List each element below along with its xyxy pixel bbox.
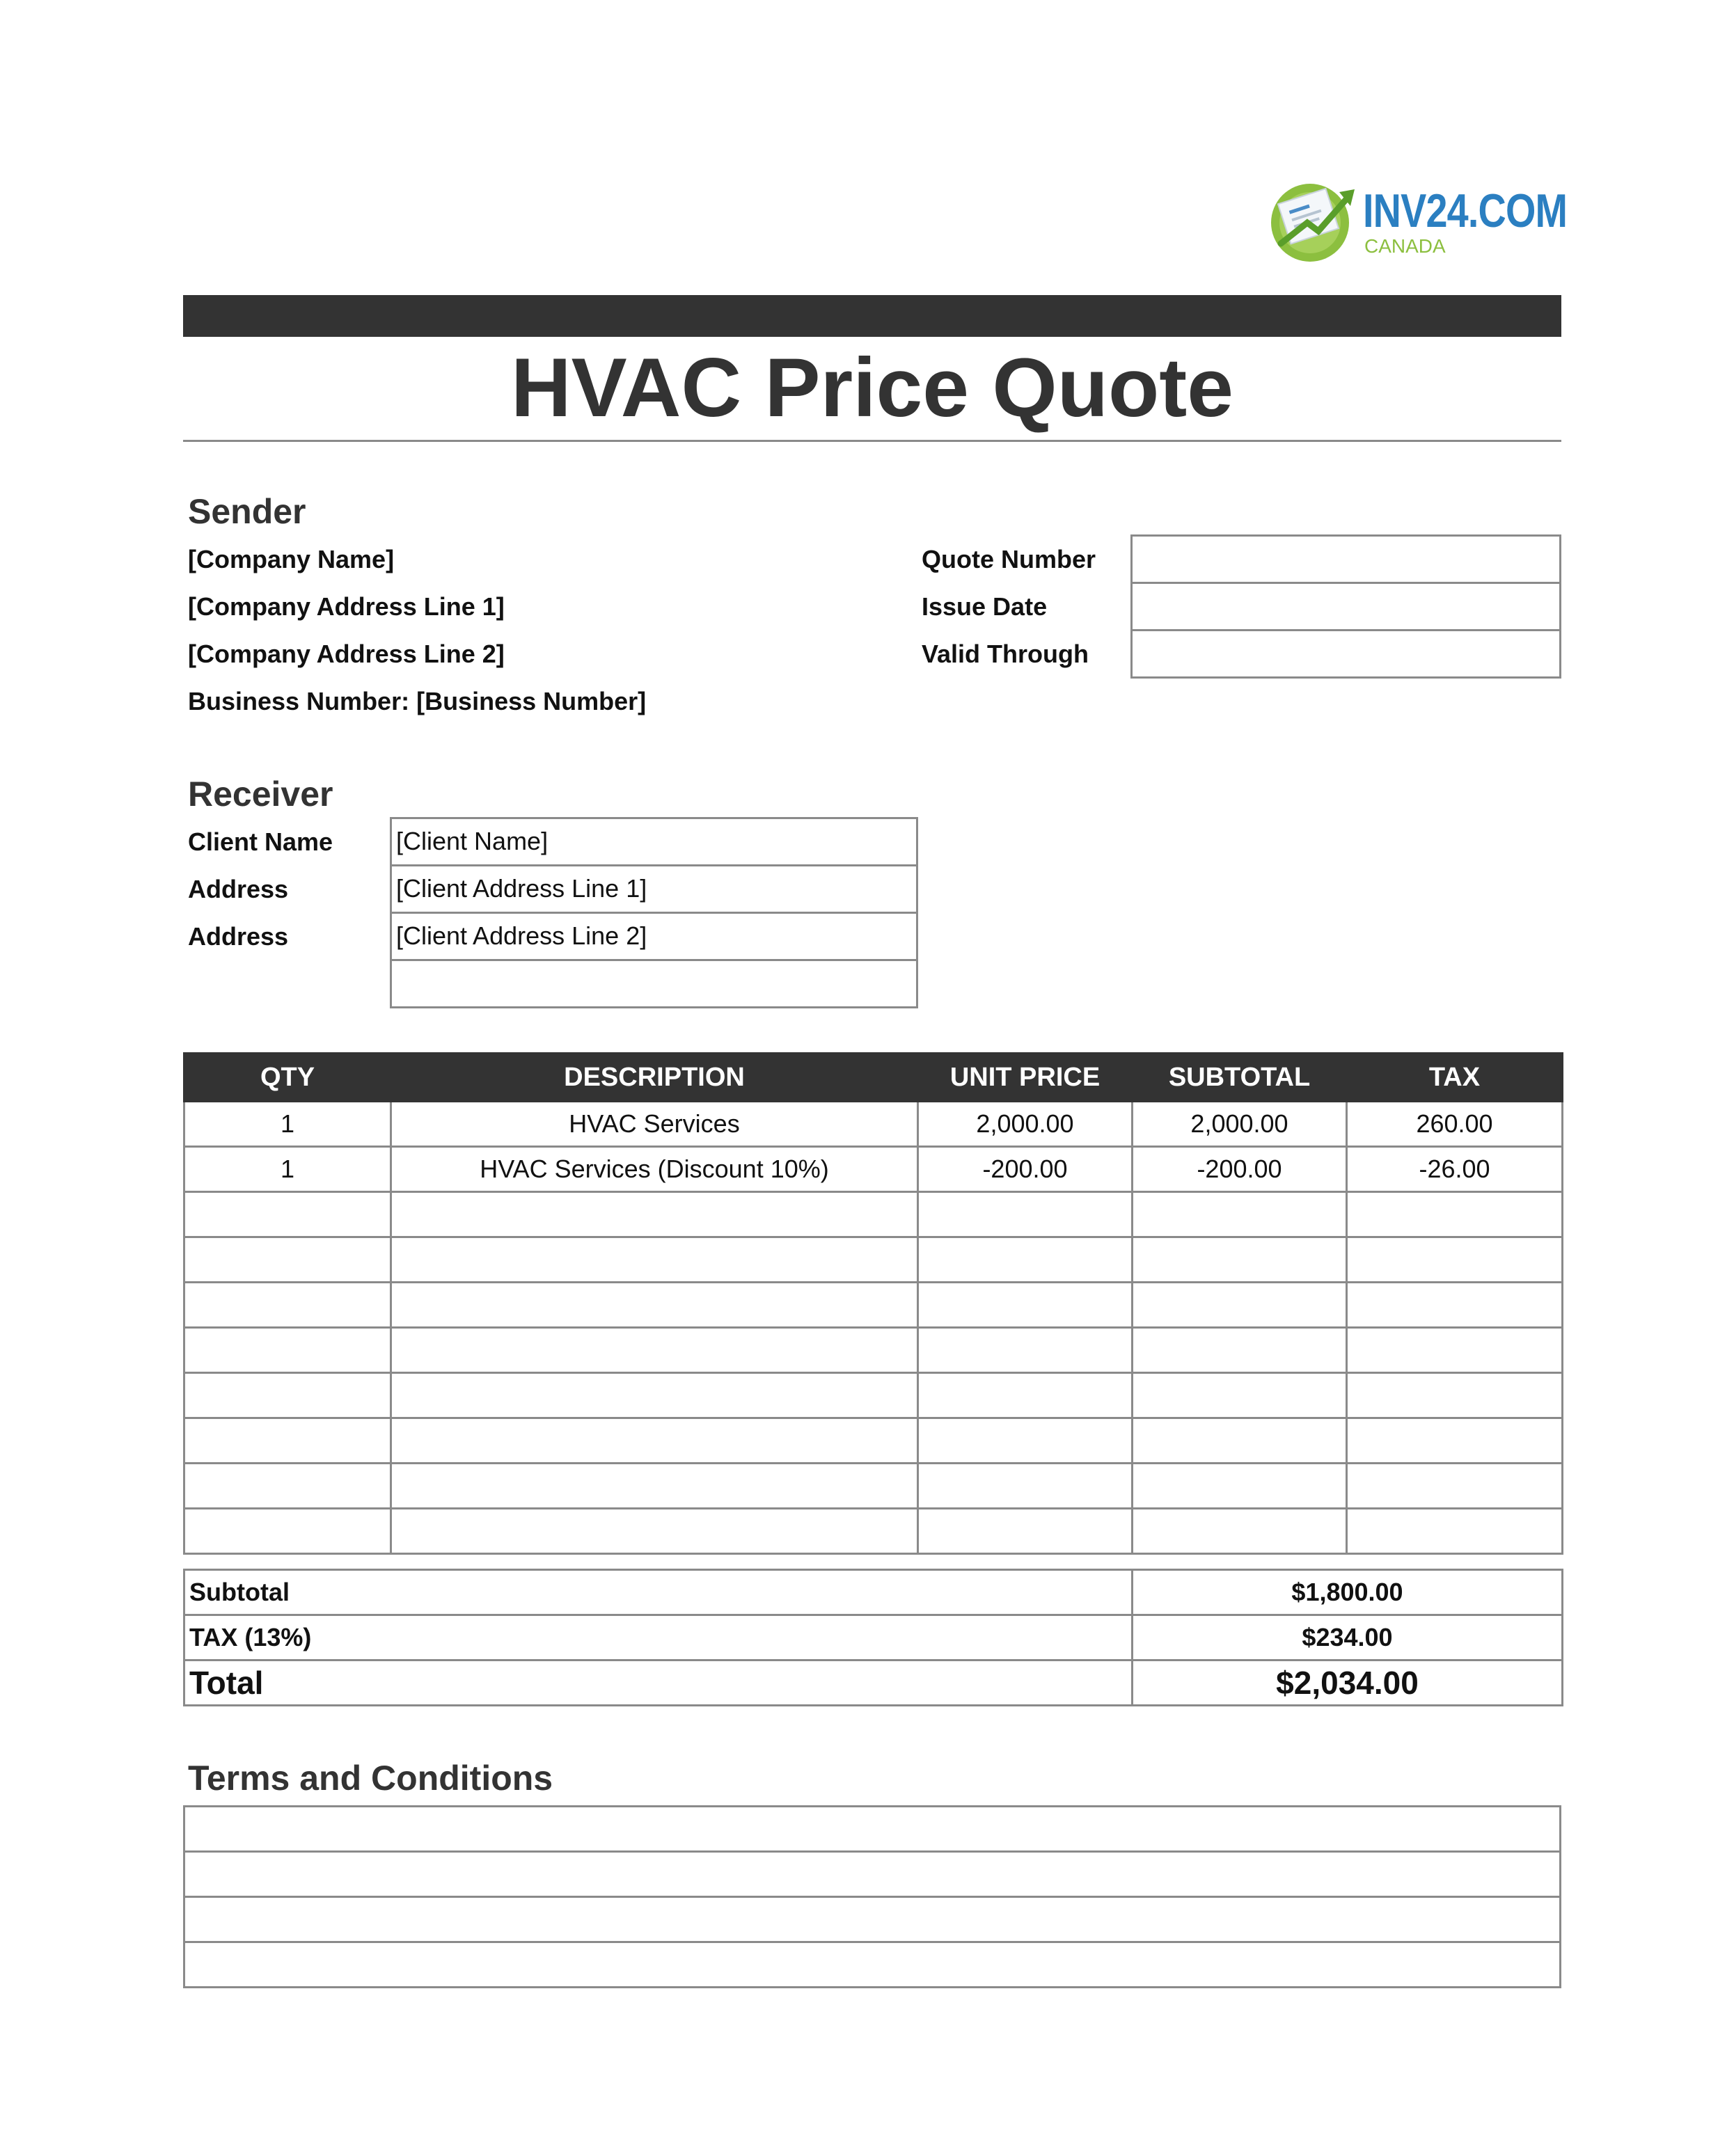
cell-subtotal[interactable] <box>1133 1418 1347 1464</box>
issue-date-field[interactable] <box>1130 582 1561 631</box>
page-title: HVAC Price Quote <box>511 341 1233 434</box>
quote-number-field[interactable] <box>1130 534 1561 584</box>
items-table <box>183 1052 1563 1555</box>
cell-description[interactable] <box>391 1418 918 1464</box>
cell-description[interactable] <box>391 1509 918 1554</box>
table-row <box>184 1192 1563 1237</box>
header-tax: TAX <box>1347 1054 1563 1102</box>
header-qty: QTY <box>184 1054 391 1102</box>
terms-line <box>184 1942 1561 1988</box>
cell-tax[interactable] <box>1347 1237 1563 1283</box>
terms-heading: Terms and Conditions <box>188 1759 553 1798</box>
cell-subtotal[interactable] <box>1133 1283 1347 1328</box>
header-description: DESCRIPTION <box>391 1054 918 1102</box>
totals-table <box>183 1569 1563 1706</box>
terms-line-cell[interactable] <box>184 1897 1561 1942</box>
issue-date-label: Issue Date <box>922 592 1048 621</box>
sender-address-line-1: [Company Address Line 1] <box>188 592 505 621</box>
client-address-line-1-field[interactable]: [Client Address Line 1] <box>390 864 918 914</box>
cell-qty[interactable] <box>184 1464 391 1509</box>
cell-tax[interactable] <box>1347 1373 1563 1418</box>
cell-qty[interactable] <box>184 1328 391 1373</box>
cell-subtotal[interactable]: -200.00 <box>1133 1147 1347 1192</box>
sender-company-name: [Company Name] <box>188 545 395 573</box>
logo-icon <box>1267 174 1360 264</box>
cell-subtotal[interactable] <box>1133 1328 1347 1373</box>
valid-through-field[interactable] <box>1130 629 1561 679</box>
cell-unit-price[interactable] <box>918 1464 1133 1509</box>
cell-tax[interactable] <box>1347 1464 1563 1509</box>
valid-through-label: Valid Through <box>922 640 1089 668</box>
cell-description[interactable] <box>391 1373 918 1418</box>
title-divider <box>183 440 1561 442</box>
header-unit-price: UNIT PRICE <box>918 1054 1133 1102</box>
client-name-label: Client Name <box>188 827 333 856</box>
header-bar <box>183 295 1561 337</box>
terms-line-cell[interactable] <box>184 1807 1561 1852</box>
cell-subtotal[interactable] <box>1133 1373 1347 1418</box>
inv24-logo <box>1267 174 1568 264</box>
table-row <box>184 1283 1563 1328</box>
cell-unit-price[interactable] <box>918 1283 1133 1328</box>
receiver-heading: Receiver <box>188 775 333 814</box>
terms-line-cell[interactable] <box>184 1852 1561 1897</box>
cell-description[interactable]: HVAC Services (Discount 10%) <box>391 1147 918 1192</box>
terms-line <box>184 1852 1561 1897</box>
cell-unit-price[interactable] <box>918 1509 1133 1554</box>
tax-value: $234.00 <box>1133 1615 1563 1660</box>
cell-unit-price[interactable] <box>918 1328 1133 1373</box>
terms-line <box>184 1897 1561 1942</box>
cell-description[interactable] <box>391 1192 918 1237</box>
subtotal-row <box>184 1570 1563 1615</box>
cell-unit-price[interactable] <box>918 1237 1133 1283</box>
cell-qty[interactable] <box>184 1509 391 1554</box>
terms-line-cell[interactable] <box>184 1942 1561 1988</box>
cell-qty[interactable] <box>184 1237 391 1283</box>
subtotal-label: Subtotal <box>184 1570 1133 1615</box>
subtotal-value: $1,800.00 <box>1133 1570 1563 1615</box>
total-label: Total <box>184 1660 1133 1706</box>
table-row <box>184 1464 1563 1509</box>
sender-address-line-2: [Company Address Line 2] <box>188 640 505 668</box>
table-row <box>184 1102 1563 1147</box>
cell-description[interactable]: HVAC Services <box>391 1102 918 1147</box>
cell-tax[interactable] <box>1347 1192 1563 1237</box>
cell-qty[interactable] <box>184 1418 391 1464</box>
cell-qty[interactable]: 1 <box>184 1147 391 1192</box>
cell-description[interactable] <box>391 1237 918 1283</box>
sender-heading: Sender <box>188 492 306 531</box>
cell-tax[interactable] <box>1347 1509 1563 1554</box>
client-address-label-2: Address <box>188 922 289 951</box>
client-address-line-2-field[interactable]: [Client Address Line 2] <box>390 912 918 961</box>
sender-business-number: Business Number: [Business Number] <box>188 687 647 715</box>
table-row <box>184 1509 1563 1554</box>
cell-unit-price[interactable] <box>918 1192 1133 1237</box>
cell-qty[interactable]: 1 <box>184 1102 391 1147</box>
cell-unit-price[interactable] <box>918 1418 1133 1464</box>
table-row <box>184 1328 1563 1373</box>
cell-qty[interactable] <box>184 1373 391 1418</box>
cell-qty[interactable] <box>184 1283 391 1328</box>
cell-subtotal[interactable] <box>1133 1237 1347 1283</box>
total-row <box>184 1660 1563 1706</box>
cell-description[interactable] <box>391 1283 918 1328</box>
table-row <box>184 1373 1563 1418</box>
logo-brand-text: INV24.COM <box>1363 184 1568 237</box>
table-row <box>184 1418 1563 1464</box>
cell-subtotal[interactable]: 2,000.00 <box>1133 1102 1347 1147</box>
cell-subtotal[interactable] <box>1133 1192 1347 1237</box>
cell-tax[interactable] <box>1347 1418 1563 1464</box>
quote-number-label: Quote Number <box>922 545 1096 573</box>
cell-tax[interactable]: -26.00 <box>1347 1147 1563 1192</box>
logo-region-text: CANADA <box>1364 235 1446 257</box>
terms-line <box>184 1807 1561 1852</box>
client-name-field[interactable]: [Client Name] <box>390 817 918 866</box>
cell-unit-price[interactable] <box>918 1373 1133 1418</box>
total-value: $2,034.00 <box>1133 1660 1563 1706</box>
items-header-row <box>184 1054 1563 1102</box>
table-row <box>184 1237 1563 1283</box>
terms-table <box>183 1805 1561 1988</box>
cell-subtotal[interactable] <box>1133 1509 1347 1554</box>
cell-unit-price[interactable]: 2,000.00 <box>918 1102 1133 1147</box>
tax-label: TAX (13%) <box>184 1615 1133 1660</box>
tax-row <box>184 1615 1563 1660</box>
table-row <box>184 1147 1563 1192</box>
cell-tax[interactable] <box>1347 1328 1563 1373</box>
cell-tax[interactable]: 260.00 <box>1347 1102 1563 1147</box>
header-subtotal: SUBTOTAL <box>1133 1054 1347 1102</box>
cell-qty[interactable] <box>184 1192 391 1237</box>
client-extra-field[interactable] <box>390 959 918 1008</box>
cell-description[interactable] <box>391 1328 918 1373</box>
cell-tax[interactable] <box>1347 1283 1563 1328</box>
cell-subtotal[interactable] <box>1133 1464 1347 1509</box>
cell-description[interactable] <box>391 1464 918 1509</box>
cell-unit-price[interactable]: -200.00 <box>918 1147 1133 1192</box>
client-address-label-1: Address <box>188 875 289 903</box>
